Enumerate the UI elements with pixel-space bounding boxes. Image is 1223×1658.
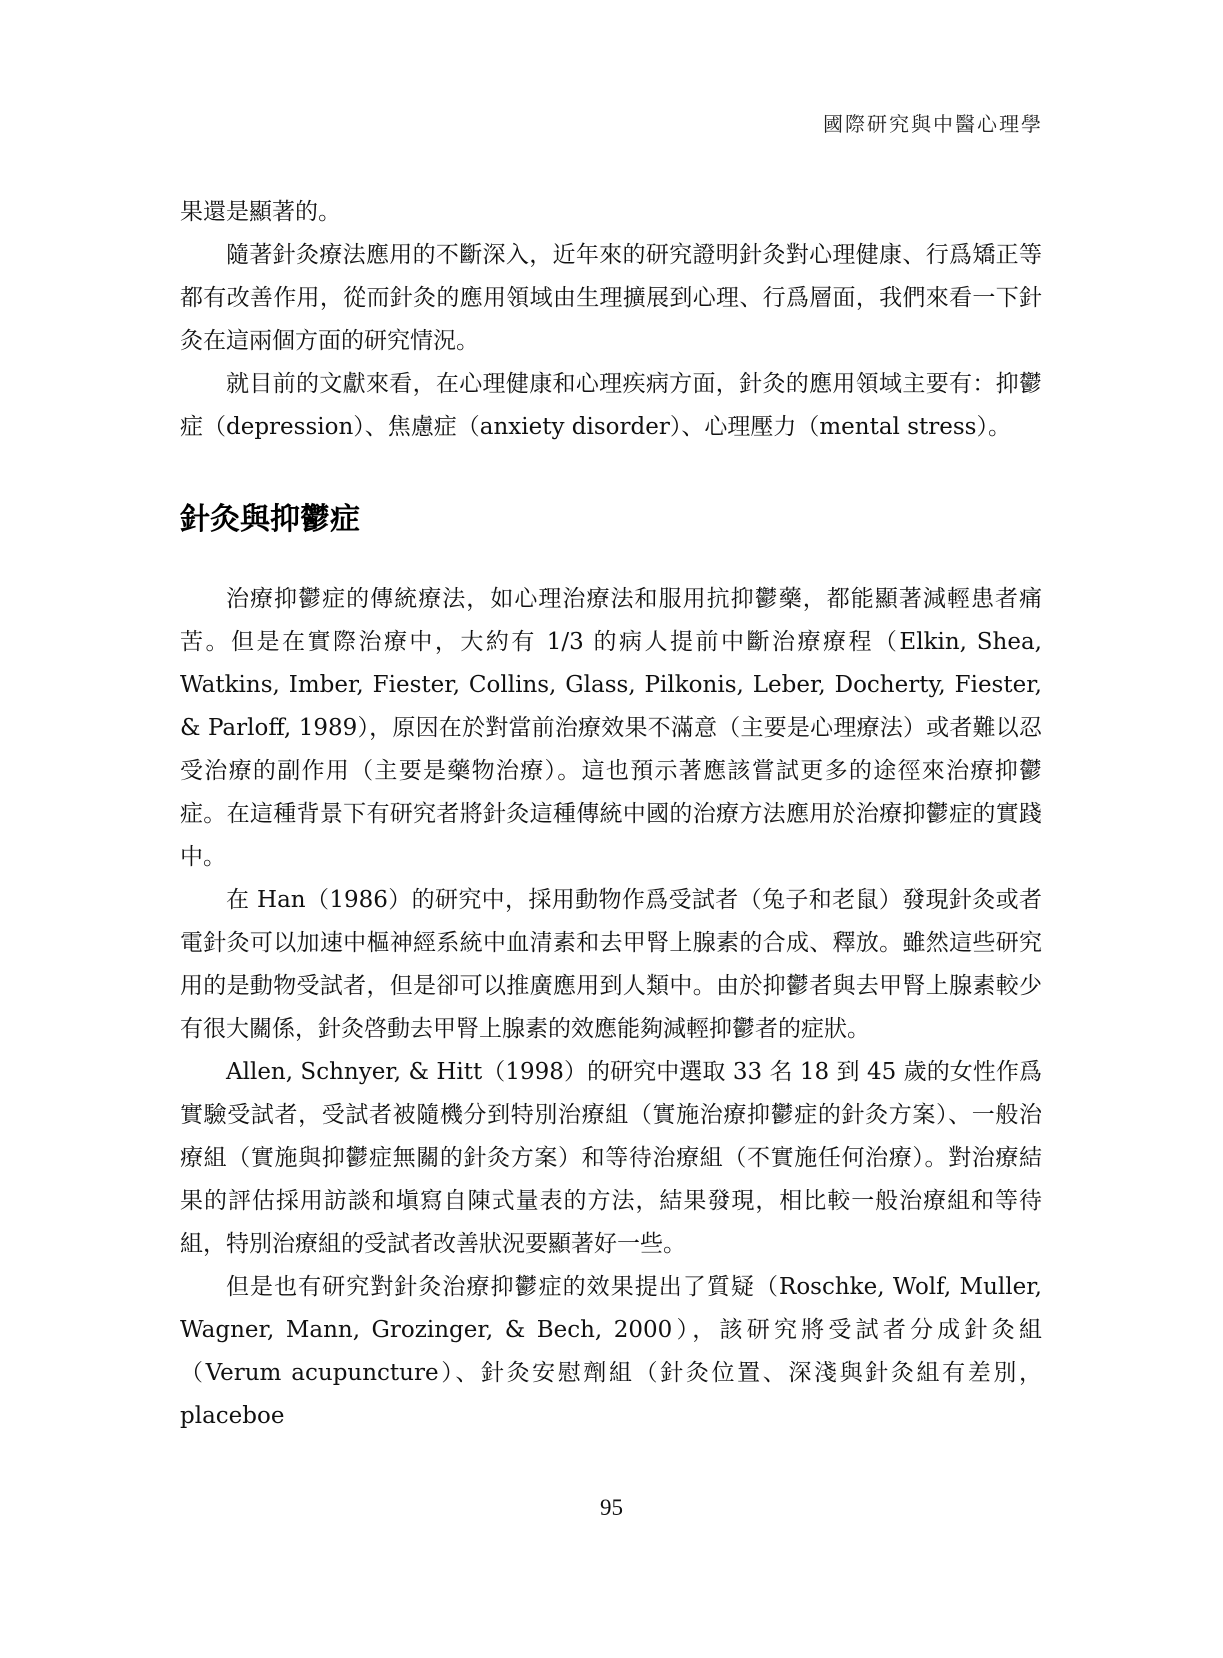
intro-text	[180, 191, 1042, 449]
paragraph: 就目前的文獻來看，在心理健康和心理疾病方面，針灸的應用領域主要有：抑鬱症（depression）、焦慮症（anxiety disorder）、心理壓力（mental stress）。	[180, 371, 1042, 440]
section-body	[180, 578, 1042, 1438]
paragraph: 果還是顯著的。	[180, 199, 341, 225]
running-header: 國際研究與中醫心理學	[823, 112, 1043, 136]
paragraph: Allen, Schnyer, & Hitt（1998）的研究中選取 33 名 18 到 45 歲的女性作爲實驗受試者，受試者被隨機分到特別治療組（實施治療抑鬱症的針灸方案）、一般治療組（實施與抑鬱症無關的針灸方案）和等待治療組（不實施任何治療）。對治療結果的評估採用訪談和塡寫自陳式量表的方法，結果發現，相比較一般治療組和等待組，特別治療組的受試者改善狀況要顯著好一些。	[180, 1059, 1042, 1257]
page-number: 95	[600, 1495, 623, 1520]
paragraph: 治療抑鬱症的傳統療法，如心理治療法和服用抗抑鬱藥，都能顯著減輕患者痛苦。但是在實際治療中，大約有 1/3 的病人提前中斷治療療程（Elkin, Shea, Watkins, Imber, Fiester, Collins, Glass, Pilkonis, Leber, Docherty, Fiester, & Parloff, 1989），原因在於對當前治療效果不滿意（主要是心理療法）或者難以忍受治療的副作用（主要是藥物治療）。這也預示著應該嘗試更多的途徑來治療抑鬱症。在這種背景下有研究者將針灸這種傳統中國的治療方法應用於治療抑鬱症的實踐中。	[180, 586, 1042, 870]
section-title: 針灸與抑鬱症	[180, 502, 360, 537]
paragraph: 但是也有研究對針灸治療抑鬱症的效果提出了質疑（Roschke, Wolf, Muller, Wagner, Mann, Grozinger, & Bech, 2000），該研究將受試者分成針灸組（Verum acupuncture）、針灸安慰劑組（針灸位置、深淺與針灸組有差別，placeboe	[180, 1274, 1042, 1429]
paragraph: 隨著針灸療法應用的不斷深入，近年來的研究證明針灸對心理健康、行爲矯正等都有改善作用，從而針灸的應用領域由生理擴展到心理、行爲層面，我們來看一下針灸在這兩個方面的研究情況。	[180, 242, 1042, 354]
paragraph: 在 Han（1986）的研究中，採用動物作爲受試者（兔子和老鼠）發現針灸或者電針灸可以加速中樞神經系統中血清素和去甲腎上腺素的合成、釋放。雖然這些研究用的是動物受試者，但是卻可以推廣應用到人類中。由於抑鬱者與去甲腎上腺素較少有很大關係，針灸啓動去甲腎上腺素的效應能夠減輕抑鬱者的症狀。	[180, 887, 1042, 1042]
